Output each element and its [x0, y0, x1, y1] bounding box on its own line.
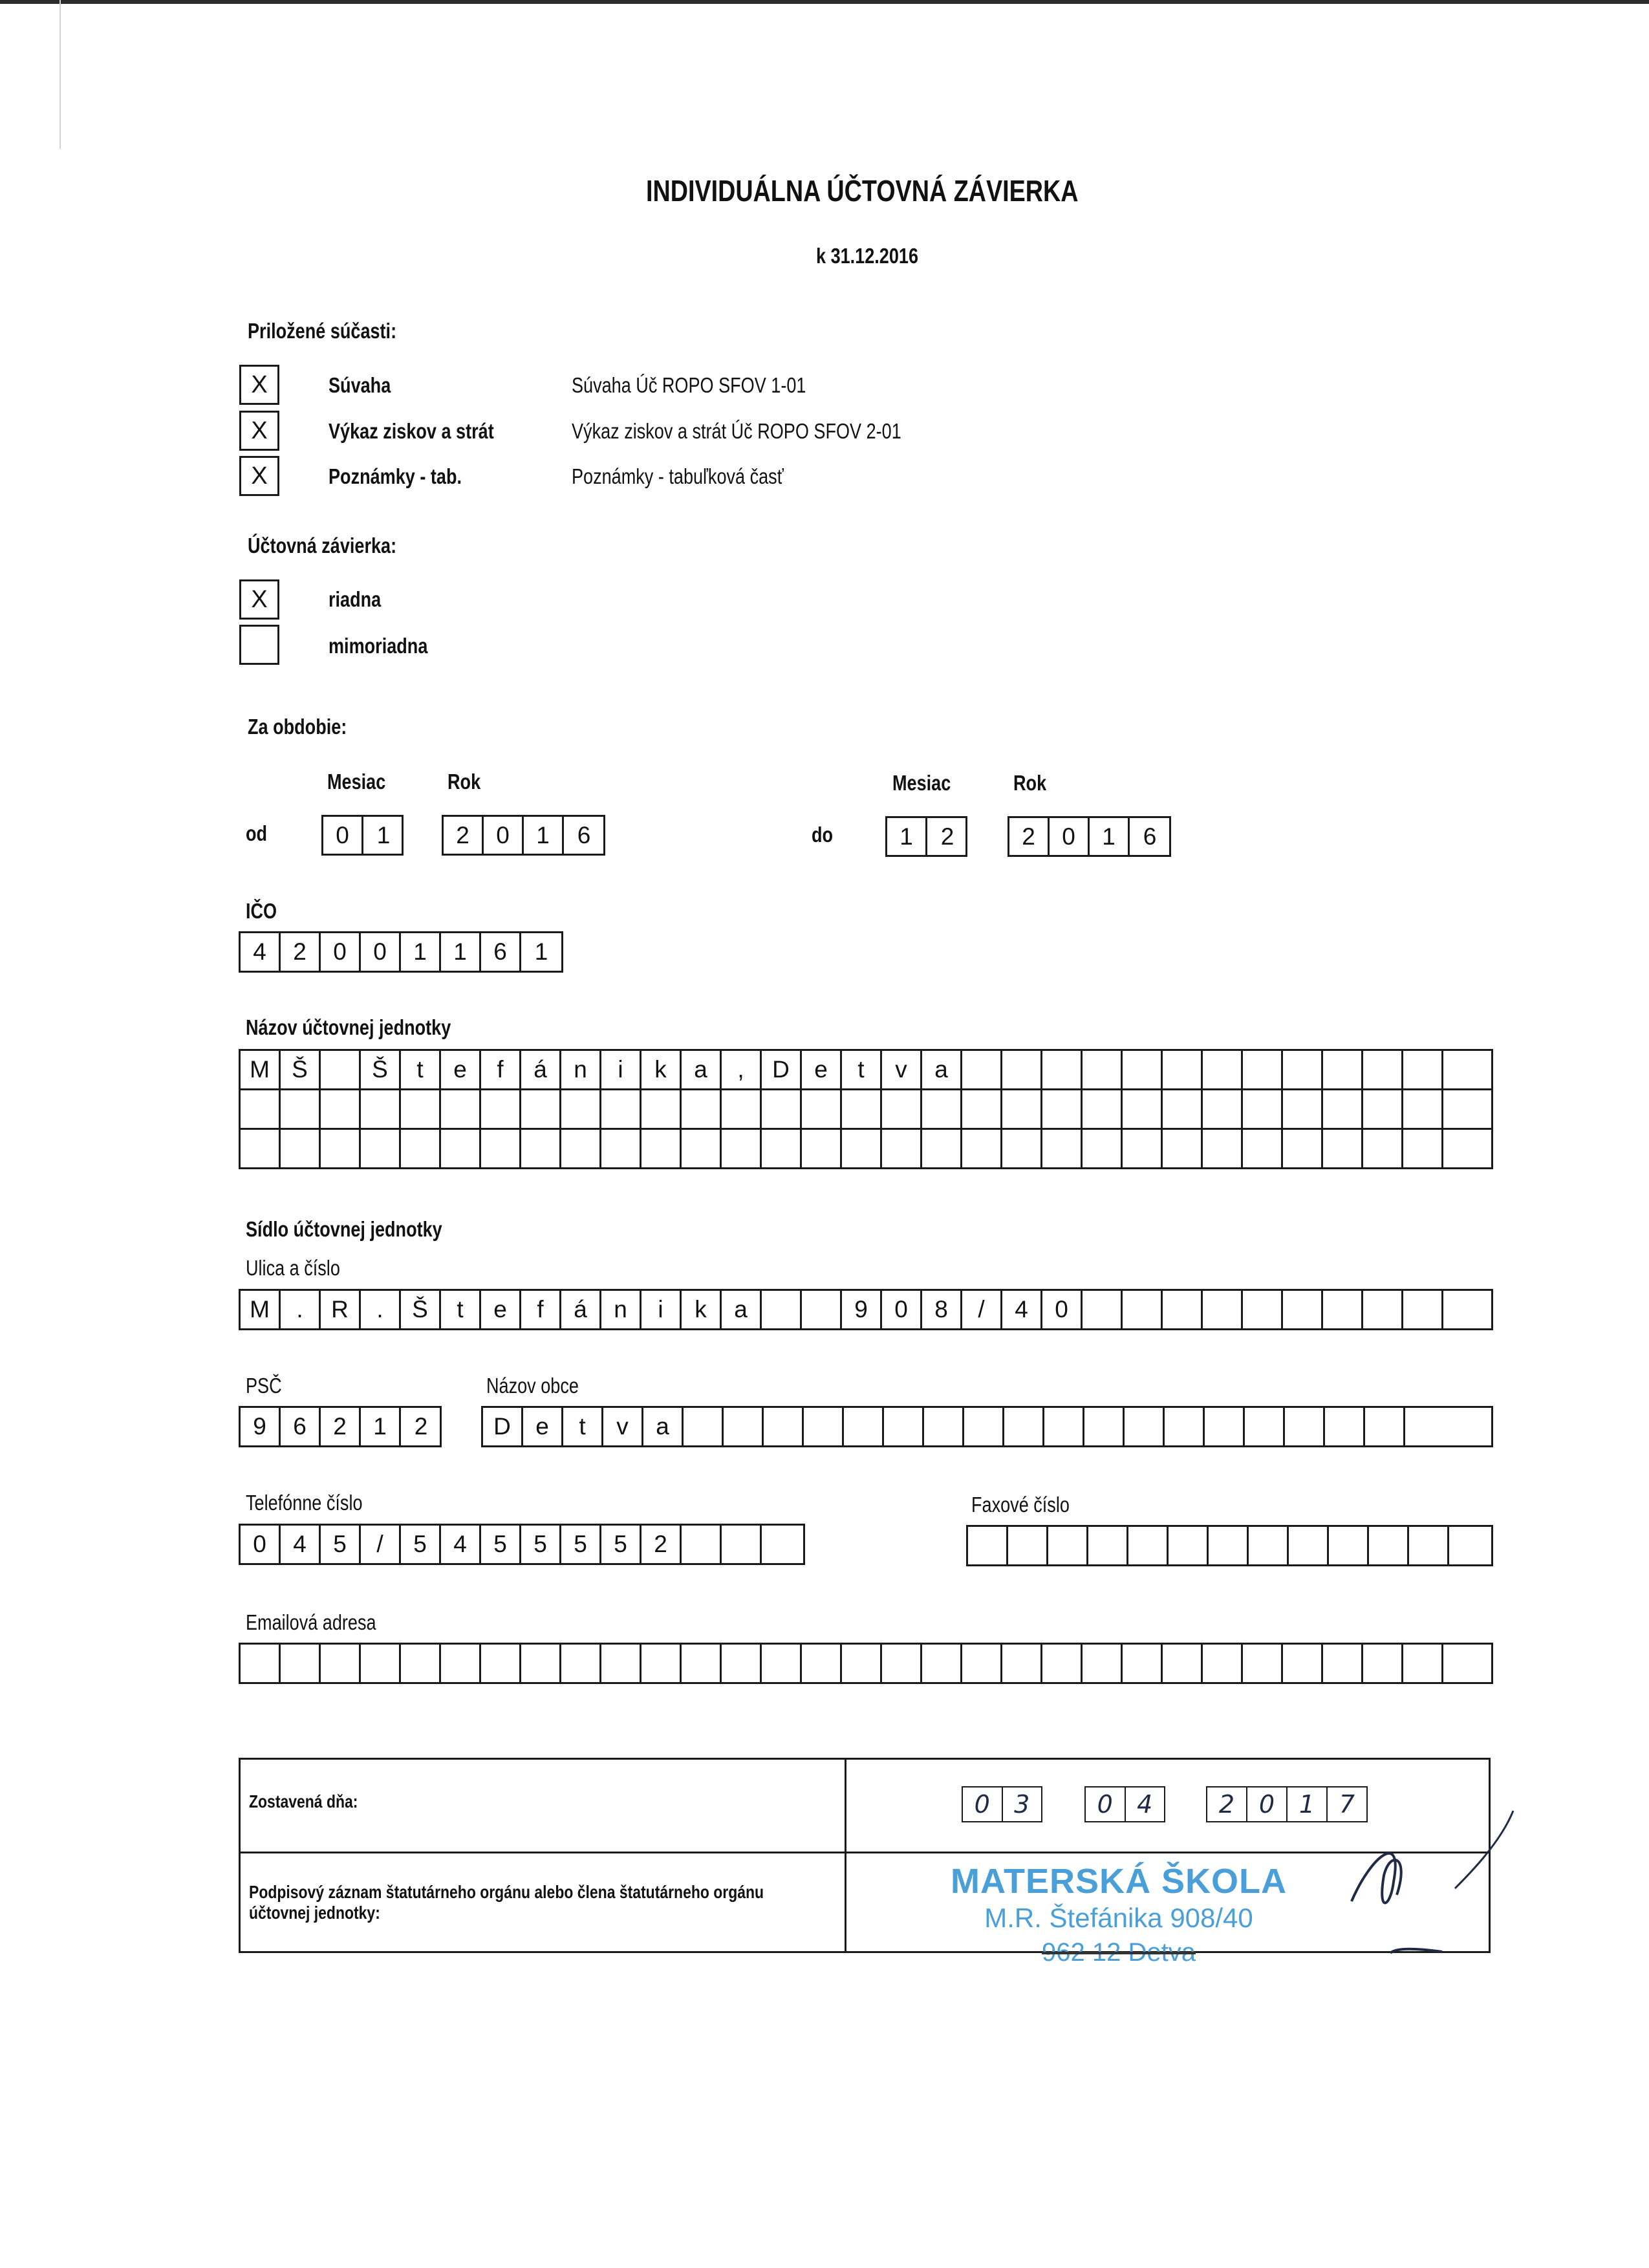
char-cell: /: [361, 1526, 401, 1563]
char-cell: Š: [361, 1051, 401, 1088]
char-cell: 3: [1014, 1790, 1030, 1819]
compiled-month-input[interactable]: [1084, 1786, 1165, 1822]
handwritten-signature: [1332, 1804, 1526, 1979]
psc-input[interactable]: [239, 1406, 442, 1447]
char-cell: [1203, 1645, 1243, 1682]
char-cell: 2: [444, 817, 484, 854]
char-cell: [1325, 1408, 1365, 1445]
char-cell: [1203, 1051, 1243, 1088]
char-cell: [1363, 1051, 1403, 1088]
char-cell: [1283, 1291, 1323, 1328]
period-from-year-label: Rok: [447, 770, 481, 794]
char-cell: [1243, 1645, 1283, 1682]
attachment-checkbox-balance-sheet[interactable]: X: [239, 365, 279, 405]
char-cell: [1169, 1527, 1209, 1564]
period-to-month-label: Mesiac: [892, 771, 951, 795]
fax-label: Faxové číslo: [971, 1493, 1070, 1517]
char-cell: [1363, 1090, 1403, 1128]
char-cell: [241, 1130, 281, 1167]
char-cell: [722, 1130, 762, 1167]
char-cell: [1329, 1527, 1369, 1564]
char-cell: [924, 1408, 964, 1445]
attachment-name-balance-sheet: Súvaha: [329, 373, 391, 397]
char-cell: [281, 1090, 321, 1128]
char-cell: [401, 1645, 441, 1682]
char-cell: [1165, 1408, 1205, 1445]
char-cell: [1044, 1408, 1084, 1445]
char-cell: [962, 1051, 1002, 1088]
char-cell: [1243, 1090, 1283, 1128]
char-cell: [1283, 1645, 1323, 1682]
char-cell: 1: [534, 938, 548, 965]
char-cell: 0: [1050, 818, 1090, 855]
char-cell: i: [641, 1291, 682, 1328]
char-cell: [1443, 1291, 1483, 1328]
char-cell: 1: [376, 821, 391, 848]
entity-name-label: Názov účtovnej jednotky: [246, 1015, 451, 1039]
char-cell: 1: [524, 817, 564, 854]
char-cell: ,: [722, 1051, 762, 1088]
char-cell: [682, 1526, 722, 1563]
char-cell: e: [802, 1051, 842, 1088]
char-cell: [884, 1408, 924, 1445]
char-cell: [962, 1130, 1002, 1167]
char-cell: n: [601, 1291, 641, 1328]
char-cell: 4: [1002, 1291, 1042, 1328]
char-cell: [1243, 1051, 1283, 1088]
char-cell: 5: [521, 1526, 561, 1563]
city-input[interactable]: [481, 1406, 1493, 1447]
char-cell: [1123, 1645, 1163, 1682]
attachment-desc-income-statement: Výkaz ziskov a strát Úč ROPO SFOV 2-01: [572, 419, 901, 443]
statement-type-heading: Účtovná závierka:: [248, 534, 397, 557]
char-cell: [641, 1645, 682, 1682]
attachment-checkbox-income-statement[interactable]: X: [239, 411, 279, 451]
char-cell: [1123, 1291, 1163, 1328]
char-cell: [321, 1051, 361, 1088]
char-cell: [1163, 1645, 1203, 1682]
street-label: Ulica a číslo: [246, 1256, 340, 1280]
char-cell: [1163, 1051, 1203, 1088]
char-cell: [882, 1645, 922, 1682]
char-cell: 0: [321, 933, 361, 971]
char-cell: [722, 1526, 762, 1563]
char-cell: [1323, 1051, 1363, 1088]
char-cell: Š: [401, 1291, 441, 1328]
entity-name-row-2[interactable]: [239, 1088, 1493, 1130]
char-cell: Š: [281, 1051, 321, 1088]
char-cell: a: [922, 1051, 962, 1088]
char-cell: /: [962, 1291, 1002, 1328]
signature-label: Podpisový záznam štatutárneho orgánu alebo člena štatutárneho orgánu účtovnej jednotky:: [249, 1882, 764, 1923]
char-cell: [1283, 1051, 1323, 1088]
char-cell: [762, 1526, 802, 1563]
char-cell: [1042, 1090, 1083, 1128]
char-cell: [361, 1645, 401, 1682]
char-cell: [1249, 1527, 1289, 1564]
char-cell: [1125, 1408, 1165, 1445]
char-cell: 4: [441, 1526, 481, 1563]
char-cell: [441, 1130, 481, 1167]
char-cell: [1403, 1130, 1443, 1167]
email-label: Emailová adresa: [246, 1610, 376, 1634]
char-cell: [1002, 1645, 1042, 1682]
char-cell: [561, 1130, 601, 1167]
ico-input[interactable]: [239, 931, 563, 973]
char-cell: [844, 1408, 884, 1445]
char-cell: [1409, 1527, 1449, 1564]
char-cell: 1: [441, 933, 481, 971]
char-cell: [842, 1130, 882, 1167]
char-cell: [962, 1090, 1002, 1128]
email-input[interactable]: [239, 1643, 1493, 1684]
compiled-day-input[interactable]: [962, 1786, 1042, 1822]
char-cell: v: [882, 1051, 922, 1088]
char-cell: 1: [361, 1408, 401, 1445]
char-cell: [1163, 1291, 1203, 1328]
char-cell: [682, 1645, 722, 1682]
period-to-year-input[interactable]: [1008, 816, 1171, 857]
document-date: k 31.12.2016: [816, 244, 919, 268]
char-cell: [1243, 1130, 1283, 1167]
char-cell: [762, 1090, 802, 1128]
char-cell: [1123, 1090, 1163, 1128]
char-cell: [1289, 1527, 1329, 1564]
char-cell: [1283, 1130, 1323, 1167]
char-cell: [1403, 1090, 1443, 1128]
compiled-date-label: Zostavená dňa:: [249, 1791, 358, 1811]
char-cell: [361, 1090, 401, 1128]
char-cell: 0: [882, 1291, 922, 1328]
char-cell: 9: [842, 1291, 882, 1328]
char-cell: [1203, 1090, 1243, 1128]
char-cell: k: [641, 1051, 682, 1088]
char-cell: [762, 1291, 802, 1328]
char-cell: 2: [940, 823, 954, 850]
char-cell: 5: [401, 1526, 441, 1563]
char-cell: [1403, 1645, 1443, 1682]
period-heading: Za obdobie:: [248, 715, 347, 739]
statement-type-checkbox-extraordinary[interactable]: [239, 625, 279, 665]
char-cell: 6: [577, 821, 591, 848]
char-cell: [1443, 1090, 1483, 1128]
char-cell: [802, 1291, 842, 1328]
signature-block-divider-h: [241, 1852, 1489, 1853]
char-cell: [481, 1090, 521, 1128]
char-cell: á: [561, 1291, 601, 1328]
char-cell: [1449, 1527, 1489, 1564]
char-cell: [1088, 1527, 1128, 1564]
attachments-heading: Priložené súčasti:: [248, 319, 397, 343]
char-cell: a: [722, 1291, 762, 1328]
char-cell: a: [643, 1408, 684, 1445]
char-cell: f: [481, 1051, 521, 1088]
char-cell: [1203, 1291, 1243, 1328]
street-input[interactable]: [239, 1289, 1493, 1330]
char-cell: [964, 1408, 1004, 1445]
char-cell: [1083, 1645, 1123, 1682]
char-cell: [1323, 1130, 1363, 1167]
char-cell: [682, 1090, 722, 1128]
char-cell: 5: [481, 1526, 521, 1563]
char-cell: [561, 1090, 601, 1128]
stamp-school-name: MATERSKÁ ŠKOLA: [951, 1862, 1287, 1901]
char-cell: 2: [1207, 1787, 1247, 1821]
char-cell: t: [563, 1408, 603, 1445]
char-cell: 5: [601, 1526, 641, 1563]
period-to-year-label: Rok: [1013, 771, 1047, 795]
char-cell: [682, 1130, 722, 1167]
char-cell: [1163, 1090, 1203, 1128]
char-cell: [521, 1090, 561, 1128]
char-cell: [521, 1645, 561, 1682]
char-cell: [1042, 1645, 1083, 1682]
char-cell: [561, 1645, 601, 1682]
char-cell: t: [842, 1051, 882, 1088]
char-cell: [1363, 1130, 1403, 1167]
char-cell: 6: [481, 933, 521, 971]
char-cell: [882, 1130, 922, 1167]
char-cell: [1004, 1408, 1044, 1445]
char-cell: [641, 1090, 682, 1128]
char-cell: 8: [922, 1291, 962, 1328]
char-cell: [1123, 1130, 1163, 1167]
entity-name-row-1[interactable]: [239, 1049, 1493, 1090]
char-cell: [1042, 1051, 1083, 1088]
phone-label: Telefónne číslo: [246, 1491, 363, 1515]
char-cell: [802, 1645, 842, 1682]
char-cell: [842, 1645, 882, 1682]
char-cell: [882, 1090, 922, 1128]
char-cell: [724, 1408, 764, 1445]
char-cell: [1002, 1051, 1042, 1088]
statement-type-label-extraordinary: mimoriadna: [329, 634, 428, 658]
attachment-checkbox-notes[interactable]: X: [239, 456, 279, 496]
entity-name-row-3[interactable]: [239, 1128, 1493, 1169]
char-cell: [684, 1408, 724, 1445]
char-cell: [1083, 1090, 1123, 1128]
char-cell: 1: [401, 933, 441, 971]
char-cell: 0: [323, 817, 363, 854]
char-cell: 1: [1288, 1787, 1328, 1821]
char-cell: [1205, 1408, 1245, 1445]
char-cell: [321, 1645, 361, 1682]
char-cell: [842, 1090, 882, 1128]
char-cell: [1323, 1090, 1363, 1128]
char-cell: [1403, 1291, 1443, 1328]
char-cell: [1403, 1051, 1443, 1088]
char-cell: k: [682, 1291, 722, 1328]
char-cell: 0: [1086, 1787, 1126, 1821]
period-to-label: do: [812, 823, 834, 847]
char-cell: 0: [1247, 1787, 1288, 1821]
char-cell: [361, 1130, 401, 1167]
char-cell: [601, 1645, 641, 1682]
char-cell: t: [401, 1051, 441, 1088]
char-cell: [321, 1130, 361, 1167]
char-cell: [321, 1090, 361, 1128]
char-cell: 0: [241, 1526, 281, 1563]
char-cell: [1083, 1130, 1123, 1167]
char-cell: [802, 1130, 842, 1167]
char-cell: t: [441, 1291, 481, 1328]
char-cell: [1048, 1527, 1088, 1564]
char-cell: [1363, 1291, 1403, 1328]
char-cell: [1209, 1527, 1249, 1564]
char-cell: 2: [641, 1526, 682, 1563]
char-cell: e: [481, 1291, 521, 1328]
char-cell: 0: [484, 817, 524, 854]
char-cell: 9: [241, 1408, 281, 1445]
ico-label: IČO: [246, 899, 277, 923]
attachment-name-notes: Poznámky - tab.: [329, 464, 462, 488]
char-cell: 4: [1137, 1790, 1153, 1819]
fax-input[interactable]: [966, 1525, 1493, 1566]
char-cell: M: [241, 1051, 281, 1088]
char-cell: [1002, 1130, 1042, 1167]
city-label: Názov obce: [486, 1374, 579, 1398]
char-cell: [401, 1130, 441, 1167]
phone-input[interactable]: [239, 1524, 805, 1565]
char-cell: .: [361, 1291, 401, 1328]
char-cell: 7: [1339, 1790, 1355, 1819]
char-cell: [1443, 1051, 1483, 1088]
char-cell: 0: [361, 933, 401, 971]
char-cell: 2: [1009, 818, 1050, 855]
char-cell: 4: [281, 1526, 321, 1563]
char-cell: [241, 1645, 281, 1682]
char-cell: 2: [281, 933, 321, 971]
char-cell: [1323, 1291, 1363, 1328]
period-from-month-input[interactable]: [321, 815, 404, 856]
char-cell: M: [241, 1291, 281, 1328]
char-cell: [922, 1645, 962, 1682]
char-cell: [1163, 1130, 1203, 1167]
char-cell: [962, 1645, 1002, 1682]
char-cell: .: [281, 1291, 321, 1328]
period-from-month-label: Mesiac: [327, 770, 386, 794]
char-cell: [1203, 1130, 1243, 1167]
address-heading: Sídlo účtovnej jednotky: [246, 1217, 442, 1241]
char-cell: [1243, 1291, 1283, 1328]
char-cell: e: [523, 1408, 563, 1445]
char-cell: [922, 1130, 962, 1167]
char-cell: [281, 1645, 321, 1682]
char-cell: [722, 1090, 762, 1128]
char-cell: [804, 1408, 844, 1445]
char-cell: [1084, 1408, 1125, 1445]
scan-left-edge: [59, 0, 61, 149]
char-cell: [481, 1645, 521, 1682]
stamp-address: M.R. Štefánika 908/40: [984, 1903, 1253, 1933]
char-cell: [1123, 1051, 1163, 1088]
char-cell: á: [521, 1051, 561, 1088]
char-cell: [481, 1130, 521, 1167]
period-to-month-input[interactable]: [885, 816, 967, 857]
period-from-label: od: [246, 821, 268, 845]
char-cell: D: [762, 1051, 802, 1088]
char-cell: [968, 1527, 1008, 1564]
char-cell: 0: [1042, 1291, 1083, 1328]
char-cell: [441, 1645, 481, 1682]
statement-type-checkbox-regular[interactable]: X: [239, 579, 279, 620]
char-cell: [1369, 1527, 1409, 1564]
char-cell: R: [321, 1291, 361, 1328]
char-cell: e: [441, 1051, 481, 1088]
char-cell: [762, 1645, 802, 1682]
scan-top-edge: [0, 0, 1649, 4]
char-cell: [1083, 1051, 1123, 1088]
char-cell: [1042, 1130, 1083, 1167]
char-cell: [922, 1090, 962, 1128]
char-cell: a: [682, 1051, 722, 1088]
char-cell: 2: [321, 1408, 361, 1445]
stamp-postcode-city: 962 12 Detva: [1042, 1938, 1196, 1967]
char-cell: n: [561, 1051, 601, 1088]
attachment-desc-balance-sheet: Súvaha Úč ROPO SFOV 1-01: [572, 373, 806, 397]
char-cell: i: [601, 1051, 641, 1088]
char-cell: 5: [321, 1526, 361, 1563]
char-cell: 1: [1090, 818, 1130, 855]
period-from-year-input[interactable]: [442, 815, 605, 856]
char-cell: 4: [241, 933, 281, 971]
char-cell: [1245, 1408, 1285, 1445]
char-cell: [441, 1090, 481, 1128]
char-cell: [641, 1130, 682, 1167]
char-cell: [764, 1408, 804, 1445]
attachment-desc-notes: Poznámky - tabuľková časť: [572, 464, 784, 488]
char-cell: [1405, 1408, 1445, 1445]
char-cell: [802, 1090, 842, 1128]
attachment-name-income-statement: Výkaz ziskov a strát: [329, 419, 494, 443]
char-cell: 2: [414, 1413, 428, 1440]
char-cell: 0: [963, 1787, 1003, 1821]
char-cell: [1008, 1527, 1048, 1564]
char-cell: [401, 1090, 441, 1128]
char-cell: v: [603, 1408, 643, 1445]
char-cell: D: [483, 1408, 523, 1445]
char-cell: [722, 1645, 762, 1682]
char-cell: [1285, 1408, 1325, 1445]
char-cell: [1363, 1645, 1403, 1682]
char-cell: [1323, 1645, 1363, 1682]
char-cell: [762, 1130, 802, 1167]
char-cell: 6: [1143, 823, 1157, 850]
char-cell: 6: [281, 1408, 321, 1445]
char-cell: [241, 1090, 281, 1128]
char-cell: [1002, 1090, 1042, 1128]
psc-label: PSČ: [246, 1374, 282, 1398]
char-cell: [1443, 1645, 1483, 1682]
char-cell: [1283, 1090, 1323, 1128]
char-cell: 1: [887, 818, 927, 855]
char-cell: [1443, 1130, 1483, 1167]
char-cell: [1083, 1291, 1123, 1328]
statement-type-label-regular: riadna: [329, 587, 382, 611]
document-title: INDIVIDUÁLNA ÚČTOVNÁ ZÁVIERKA: [646, 174, 1079, 208]
char-cell: [601, 1130, 641, 1167]
char-cell: [521, 1130, 561, 1167]
char-cell: [1365, 1408, 1405, 1445]
char-cell: f: [521, 1291, 561, 1328]
char-cell: [281, 1130, 321, 1167]
char-cell: [1128, 1527, 1169, 1564]
char-cell: 5: [561, 1526, 601, 1563]
char-cell: [601, 1090, 641, 1128]
